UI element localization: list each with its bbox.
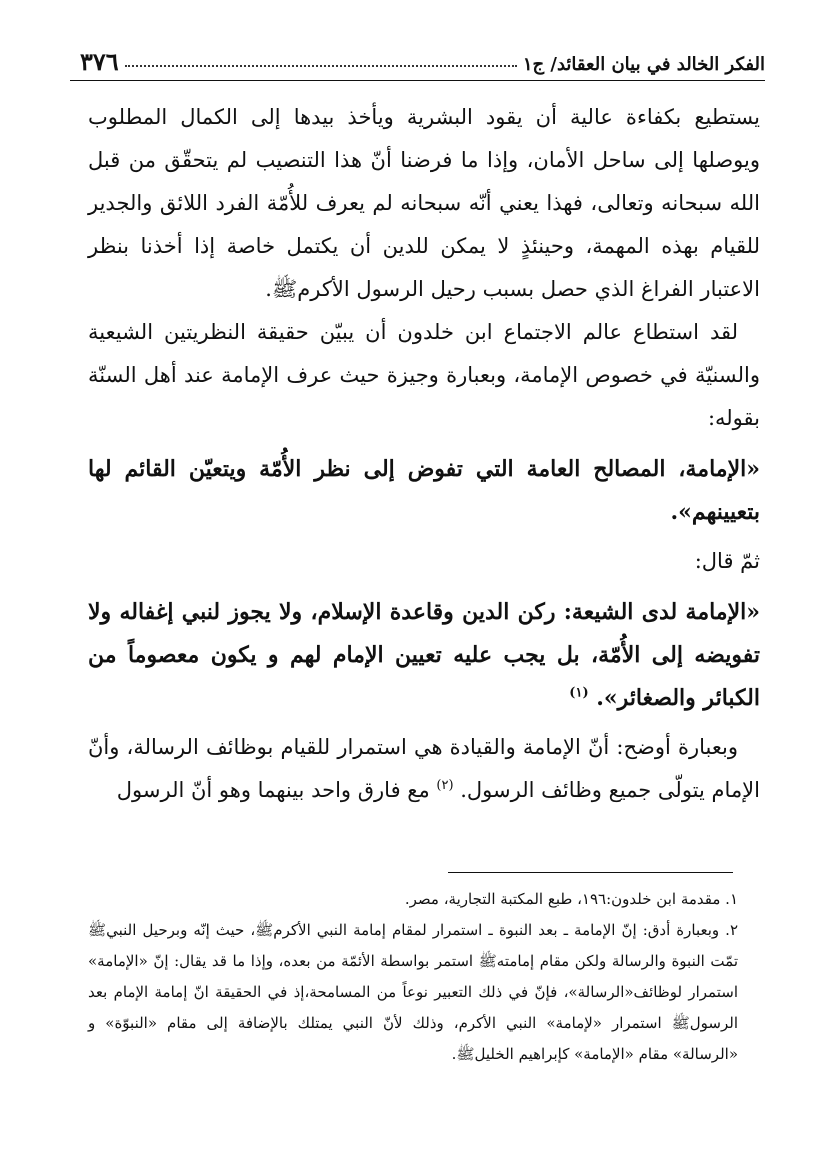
- page-header: [70, 38, 765, 74]
- paragraph: لقد استطاع عالم الاجتماع ابن خلدون أن يبيّن حقيقة النظريتين الشيعية والسنيّة في خصوص الإمامة، وبعبارة وجيزة حيث عرف الإمامة عند أهل السنّة بقوله:: [88, 320, 760, 430]
- header-rule: [70, 80, 765, 81]
- footnote-ref[interactable]: (٢): [436, 778, 454, 793]
- footnote-rule: [448, 872, 733, 873]
- paragraph: يستطيع بكفاءة عالية أن يقود البشرية ويأخذ بيدها إلى الكمال المطلوب ويوصلها إلى ساحل الأمان، وإذا ما فرضنا أنّ هذا التنصيب لم يتحقّق من قبل الله سبحانه وتعالى، فهذا يعني أنّه سبحانه لم يعرف للأُمّة الفرد اللائق والجدير للقيام بهذه المهمة، وحينئذٍ لا يمكن للدين أن يكتمل خاصة إذا أخذنا بنظر الاعتبار الفراغ الذي حصل بسبب رحيل الرسول الأكرمﷺ.: [88, 105, 760, 301]
- paragraph: ثمّ قال:: [694, 549, 760, 573]
- quote-sunni: «الإمامة، المصالح العامة التي تفوض إلى نظر الأُمّة ويتعيّن القائم لها بتعيينهم».: [88, 456, 760, 525]
- dotted-leader: [125, 65, 517, 67]
- quote-shia: [88, 591, 760, 720]
- footnote: ١. مقدمة ابن خلدون:١٩٦، طبع المكتبة التجارية، مصر.: [404, 890, 738, 908]
- quote-text: «الإمامة لدى الشيعة: ركن الدين وقاعدة الإسلام، ولا يجوز لنبي إغفاله ولا تفويضه إلى الأُمّة، بل يجب عليه تعيين الإمام لهم و يكون معصوماً من الكبائر والصغائر».: [88, 599, 760, 711]
- running-title: الفكر الخالد في بيان العقائد/ ج١: [522, 54, 765, 75]
- main-text: [88, 96, 760, 812]
- footnote: ٢. وبعبارة أدق: إنّ الإمامة ـ بعد النبوة ـ استمرار لمقام إمامة النبي الأكرمﷺ، حيث إنّه وبرحيل النبيﷺ تمّت النبوة والرسالة ولكن مقام إمامتهﷺ استمر بواسطة الأئمّة من بعده، وإذا ما قد يقال: إنّ «الإمامة» استمرار لوظائف«الرسالة»، فإنّ في ذلك التعبير نوعاً من المسامحة،إذ في الحقيقة انّ إمامة الإمام بعد الرسولﷺ استمرار «لإمامة» النبي الأكرم، وذلك لأنّ النبي يمتلك بالإضافة إلى مقام «النبوّة» و «الرسالة» مقام «الإمامة» كإبراهيم الخليلﷺ.: [88, 921, 738, 1063]
- footnotes: [88, 884, 760, 1070]
- paragraph: [88, 726, 760, 812]
- page-number: ٣٧٦: [80, 47, 119, 76]
- paragraph-text: وبعبارة أوضح: أنّ الإمامة والقيادة هي استمرار للقيام بوظائف الرسالة، وأنّ الإمام يتولّى جميع وظائف الرسول.: [88, 735, 760, 802]
- footnote-ref[interactable]: (١): [569, 685, 589, 701]
- paragraph-text: مع فارق واحد بينهما وهو أنّ الرسول: [116, 778, 430, 802]
